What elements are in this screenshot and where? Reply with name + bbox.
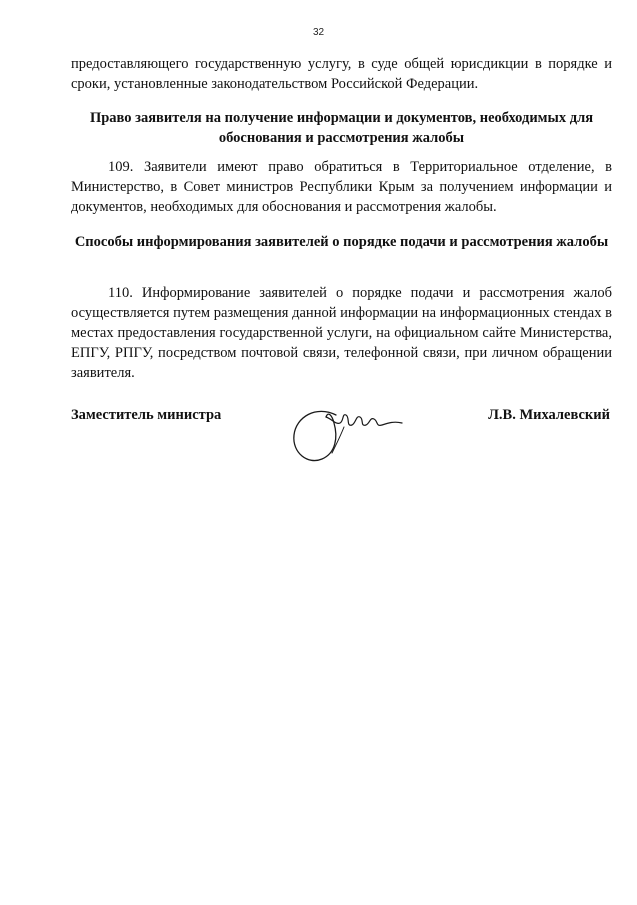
handwritten-signature (286, 403, 416, 467)
section-heading-informing-methods (71, 232, 612, 252)
signature-block (71, 405, 612, 475)
signatory-name: Л.В. Михалевский (488, 407, 610, 423)
paragraph-109: 109. Заявители имеют право обратиться в Территориальное отделение, в Министерство, в Совет министров Республики Крым за получением информации и документов, необходимых для обоснования и рассмотрения жалобы. (71, 159, 612, 215)
paragraph-110: 110. Информирование заявителей о порядке подачи и рассмотрения жалоб осуществляется путем размещения данной информации на информационных стендах в местах предоставления государственной услуги, на официальном сайте Министерства, ЕПГУ, РПГУ, посредством почтовой связи, телефонной связи, при личном обращении заявителя. (71, 285, 612, 381)
paragraph-intro: предоставляющего государственную услугу, в суде общей юрисдикции в порядке и сроки, установленные законодательством Российской Федерации. (71, 56, 612, 92)
heading-text: Право заявителя на получение информации и документов, необходимых для обоснования и рассмотрения жалобы (89, 110, 594, 146)
signatory-position: Заместитель министра (71, 407, 222, 423)
page-number: 32 (312, 27, 325, 38)
heading-text: Способы информирования заявителей о порядке подачи и рассмотрения жалобы (74, 234, 609, 250)
section-heading-right-to-information (71, 108, 612, 148)
